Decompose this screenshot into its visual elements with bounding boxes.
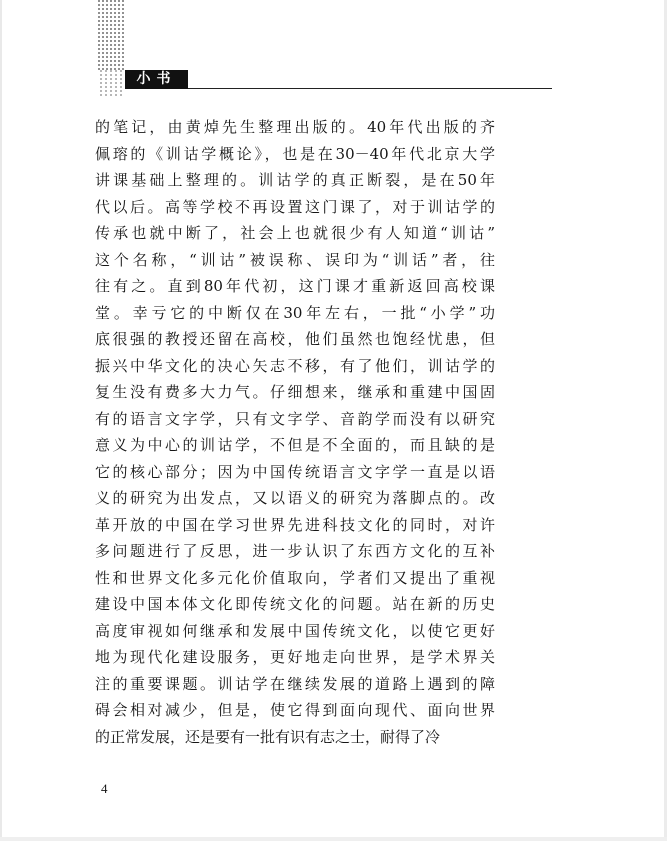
text-line: 义的研究为出发点，又以语义的研究为落脚点的。改	[95, 489, 495, 507]
text-line: 多问题进行了反思，进一步认识了东西方文化的互补	[95, 542, 495, 560]
text-line: 佩瑢的《训诂学概论》，也是在30－40年代北京大学	[95, 144, 495, 163]
body-text	[95, 114, 495, 750]
text-line: 堂。幸亏它的中断仅在30年左右，一批“小学”功	[95, 303, 495, 322]
text-line: 的笔记，由黄焯先生整理出版的。40年代出版的齐	[95, 118, 495, 136]
text-line: 注的重要课题。训诂学在继续发展的道路上遇到的障	[95, 674, 495, 693]
text-line: 振兴中华文化的决心矢志不移，有了他们，训诂学的	[95, 356, 495, 375]
running-header-label: 小书	[125, 70, 188, 89]
text-line: 碍会相对减少，但是，使它得到面向现代、面向世界	[95, 701, 495, 719]
text-line: 地为现代化建设服务，更好地走向世界，是学术界关	[95, 648, 495, 666]
text-line: 有的语言文字学，只有文字学、音韵学而没有以研究	[95, 409, 495, 428]
scan-edge-left	[0, 0, 2, 841]
text-line: 底很强的教授还留在高校，他们虽然也饱经忧患，但	[95, 330, 495, 348]
text-line: 性和世界文化多元化价值取向，学者们又提出了重视	[95, 568, 495, 587]
text-line: 代以后。高等学校不再设置这门课了，对于训诂学的	[95, 197, 495, 216]
header-dotted-ornament-lower	[100, 70, 122, 96]
text-line: 往有之。直到80年代初，这门课才重新返回高校课	[95, 277, 495, 295]
page-number: 4	[101, 781, 108, 796]
text-line: 复生没有费多大力气。仔细想来，继承和重建中国固	[95, 383, 495, 401]
text-line: 建设中国本体文化即传统文化的问题。站在新的历史	[95, 595, 495, 613]
text-line: 意义为中心的训诂学，不但是不全面的，而且缺的是	[95, 436, 495, 454]
text-line: 的正常发展，还是要有一批有识有志之士，耐得了冷	[95, 727, 441, 746]
text-line: 革开放的中国在学习世界先进科技文化的同时，对许	[95, 515, 495, 534]
text-line: 讲课基础上整理的。训诂学的真正断裂，是在50年	[95, 171, 495, 189]
text-line: 高度审视如何继承和发展中国传统文化，以使它更好	[95, 621, 495, 640]
text-line: 传承也就中断了，社会上也就很少有人知道“训诂”	[95, 224, 495, 242]
text-line: 这个名称，“训诂”被误称、误印为“训话”者，往	[95, 250, 495, 269]
header-dotted-ornament	[98, 0, 124, 72]
header-rule	[188, 88, 552, 89]
text-line: 它的核心部分；因为中国传统语言文字学一直是以语	[95, 462, 495, 481]
scan-edge-bottom	[0, 837, 667, 841]
